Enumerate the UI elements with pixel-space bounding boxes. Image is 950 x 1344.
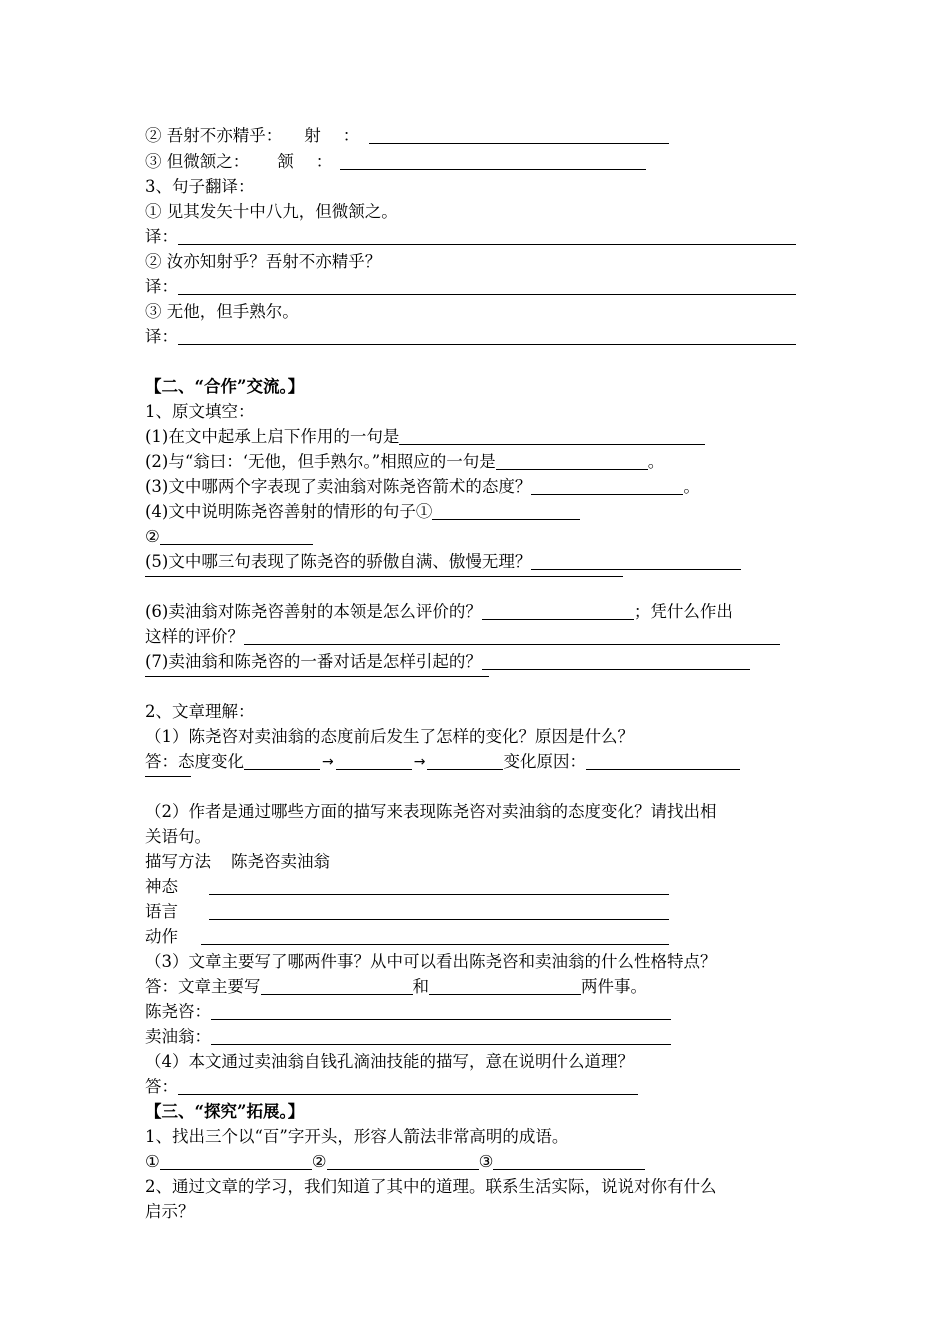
description-row-action: 动作 <box>145 925 669 949</box>
vocab-2-colon: ： <box>342 126 360 145</box>
translation-sentence-3: ③ 无他，但手熟尔。 <box>145 302 299 321</box>
reason-blank-a[interactable] <box>586 768 740 770</box>
reason-blank-b[interactable] <box>145 775 191 777</box>
vocab-3-phrase: ③ 但微颔之： <box>145 152 250 171</box>
fill-q7-blank-a[interactable] <box>482 668 750 670</box>
event-blank-2[interactable] <box>429 993 581 995</box>
attitude-blank-2[interactable] <box>336 768 412 770</box>
moral-blank[interactable] <box>178 1093 638 1095</box>
oil-seller-trait-blank[interactable] <box>211 1043 671 1045</box>
fill-q6-cont: 这样的评价？ <box>145 625 780 649</box>
translation-2-blank[interactable] <box>178 293 796 295</box>
vocab-line-3 <box>145 150 646 174</box>
idiom-blank-3[interactable] <box>493 1168 645 1170</box>
comprehension-q3: （3）文章主要写了哪两件事？从中可以看出陈尧咨和卖油翁的什么性格特点？ <box>145 952 717 971</box>
fill-q7-blank-b[interactable] <box>145 675 489 677</box>
fill-q4-blank-1[interactable] <box>432 518 580 520</box>
translation-answer-2: 译： <box>145 275 796 299</box>
comprehension-q2-cont: 关语句。 <box>145 827 211 846</box>
translation-1-blank[interactable] <box>178 243 796 245</box>
language-blank[interactable] <box>209 918 669 920</box>
comprehension-heading: 2、文章理解： <box>145 702 255 721</box>
comprehension-a3: 答：文章主要写 和 两件事。 <box>145 977 647 996</box>
attitude-blank-1[interactable] <box>244 768 320 770</box>
character-chen: 陈尧咨： <box>145 1000 671 1024</box>
vocab-3-colon: ： <box>315 152 333 171</box>
arrow-right-icon: → <box>413 754 426 770</box>
comprehension-q2: （2）作者是通过哪些方面的描写来表现陈尧咨对卖油翁的态度变化？请找出相 <box>145 802 717 821</box>
vocab-2-answer-blank[interactable] <box>369 142 669 144</box>
reflection-question: 2、通过文章的学习，我们知道了其中的道理。联系生活实际，说说对你有什么 <box>145 1177 717 1196</box>
vocab-3-answer-blank[interactable] <box>340 168 646 170</box>
fill-q2: (2)与“翁曰：‘无他，但手熟尔。”相照应的一句是 。 <box>145 452 665 471</box>
vocab-2-char: 射 <box>304 126 321 145</box>
expression-blank[interactable] <box>209 893 669 895</box>
chen-trait-blank[interactable] <box>211 1018 671 1020</box>
translation-sentence-2: ② 汝亦知射乎？吾射不亦精乎？ <box>145 252 382 271</box>
idiom-answers: ① ② ③ <box>145 1150 645 1174</box>
comprehension-q1: （1）陈尧咨对卖油翁的态度前后发生了怎样的变化？原因是什么？ <box>145 727 634 746</box>
fill-q3-blank[interactable] <box>531 493 683 495</box>
fill-heading: 1、原文填空： <box>145 402 255 421</box>
vocab-2-phrase: ② 吾射不亦精乎： <box>145 126 283 145</box>
fill-q5: (5)文中哪三句表现了陈尧咨的骄傲自满、傲慢无理？ <box>145 550 741 574</box>
translation-sentence-1: ① 见其发矢十中八九，但微颔之。 <box>145 202 398 221</box>
vocab-line-2 <box>145 124 669 148</box>
comprehension-a4: 答： <box>145 1075 638 1099</box>
vocab-3-char: 颔 <box>277 152 294 171</box>
translation-answer-1: 译： <box>145 225 796 249</box>
translation-heading: 3、句子翻译： <box>145 177 255 196</box>
fill-q5-cont <box>145 575 623 581</box>
attitude-blank-3[interactable] <box>427 768 503 770</box>
idiom-question: 1、找出三个以“百”字开头，形容人箭法非常高明的成语。 <box>145 1127 569 1146</box>
comprehension-a1: 答：态度变化 → → 变化原因： <box>145 750 740 774</box>
fill-q4: (4)文中说明陈尧咨善射的情形的句子① <box>145 500 580 524</box>
fill-q6-blank-a[interactable] <box>482 618 634 620</box>
comprehension-a1-cont <box>145 775 191 781</box>
character-oil-seller: 卖油翁： <box>145 1025 671 1049</box>
fill-q1: (1)在文中起承上启下作用的一句是 <box>145 425 705 449</box>
fill-q4-second: ② <box>145 525 313 549</box>
section-3-heading: 【三、“探究”拓展。】 <box>145 1102 305 1121</box>
fill-q6-blank-b[interactable] <box>244 643 780 645</box>
fill-q5-blank-a[interactable] <box>531 568 741 570</box>
section-2-heading: 【二、“合作”交流。】 <box>145 377 305 396</box>
description-row-language: 语言 <box>145 900 669 924</box>
fill-q5-blank-b[interactable] <box>145 575 623 577</box>
fill-q6: (6)卖油翁对陈尧咨善射的本领是怎么评价的？ ；凭什么作出 <box>145 602 733 621</box>
description-table-header: 描写方法 陈尧咨卖油翁 <box>145 852 330 871</box>
fill-q7-cont <box>145 675 489 681</box>
translation-answer-3: 译： <box>145 325 796 349</box>
idiom-blank-1[interactable] <box>160 1168 312 1170</box>
fill-q2-blank[interactable] <box>496 468 648 470</box>
translation-3-blank[interactable] <box>178 343 796 345</box>
fill-q1-blank[interactable] <box>399 443 705 445</box>
event-blank-1[interactable] <box>261 993 413 995</box>
idiom-blank-2[interactable] <box>327 1168 479 1170</box>
comprehension-q4: （4）本文通过卖油翁自钱孔滴油技能的描写，意在说明什么道理？ <box>145 1052 634 1071</box>
fill-q3: (3)文中哪两个字表现了卖油翁对陈尧咨箭术的态度？ 。 <box>145 477 700 496</box>
action-blank[interactable] <box>201 943 669 945</box>
arrow-right-icon: → <box>322 754 334 770</box>
reflection-question-cont: 启示？ <box>145 1202 195 1221</box>
description-row-expression: 神态 <box>145 875 669 899</box>
fill-q7: (7)卖油翁和陈尧咨的一番对话是怎样引起的？ <box>145 650 750 674</box>
fill-q4-blank-2[interactable] <box>160 543 313 545</box>
